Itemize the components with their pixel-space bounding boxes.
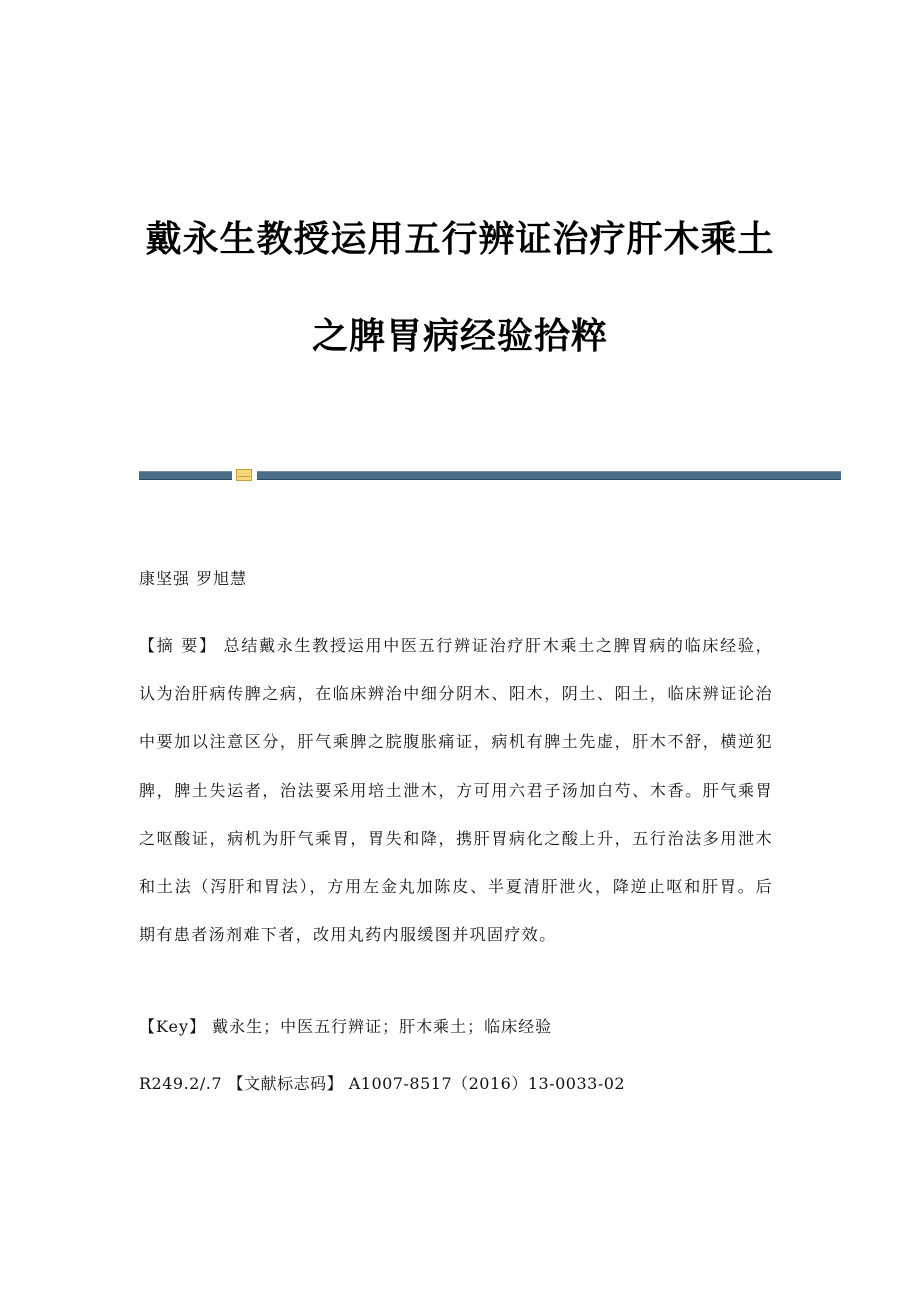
classification-code: R249.2/.7 — [139, 1074, 223, 1093]
divider-bar-left — [139, 471, 232, 480]
abstract-text: 总结戴永生教授运用中医五行辨证治疗肝木乘土之脾胃病的临床经验，认为治肝病传脾之病，在临床辨治中细分阴木、阳木，阴土、阳土，临床辨证论治中要加以注意区分，肝气乘脾之脘腹胀痛证，病机有脾土先虚，肝木不舒，横逆犯脾，脾土失运者，治法要采用培土泄木，方可用六君子汤加白芍、木香。肝气乘胃之呕酸证，病机为肝气乘胃，胃失和降，携肝胃病化之酸上升，五行治法多用泄木和土法（泻肝和胃法），方用左金丸加陈皮、半夏清肝泄火，降逆止呕和肝胃。后期有患者汤剂难下者，改用丸药内服缓图并巩固疗效。 — [139, 636, 773, 945]
keywords — [139, 1014, 779, 1040]
envelope-icon — [236, 469, 252, 481]
keywords-text: 戴永生；中医五行辨证；肝木乘土；临床经验 — [212, 1017, 553, 1036]
abstract — [139, 622, 773, 959]
keywords-label: 【Key】 — [139, 1017, 207, 1036]
authors: 康坚强 罗旭慧 — [139, 569, 248, 588]
document-code: A1007-8517（2016）13-0033-02 — [348, 1074, 626, 1093]
classification — [139, 1071, 779, 1097]
document-code-label: 【文献标志码】 — [227, 1074, 344, 1093]
title-line-1: 戴永生教授运用五行辨证治疗肝木乘土 — [145, 219, 775, 260]
divider-bar-right — [257, 471, 841, 480]
title-line-2: 之脾胃病经验拾粹 — [311, 316, 608, 357]
abstract-label: 【摘 要】 — [139, 636, 217, 655]
